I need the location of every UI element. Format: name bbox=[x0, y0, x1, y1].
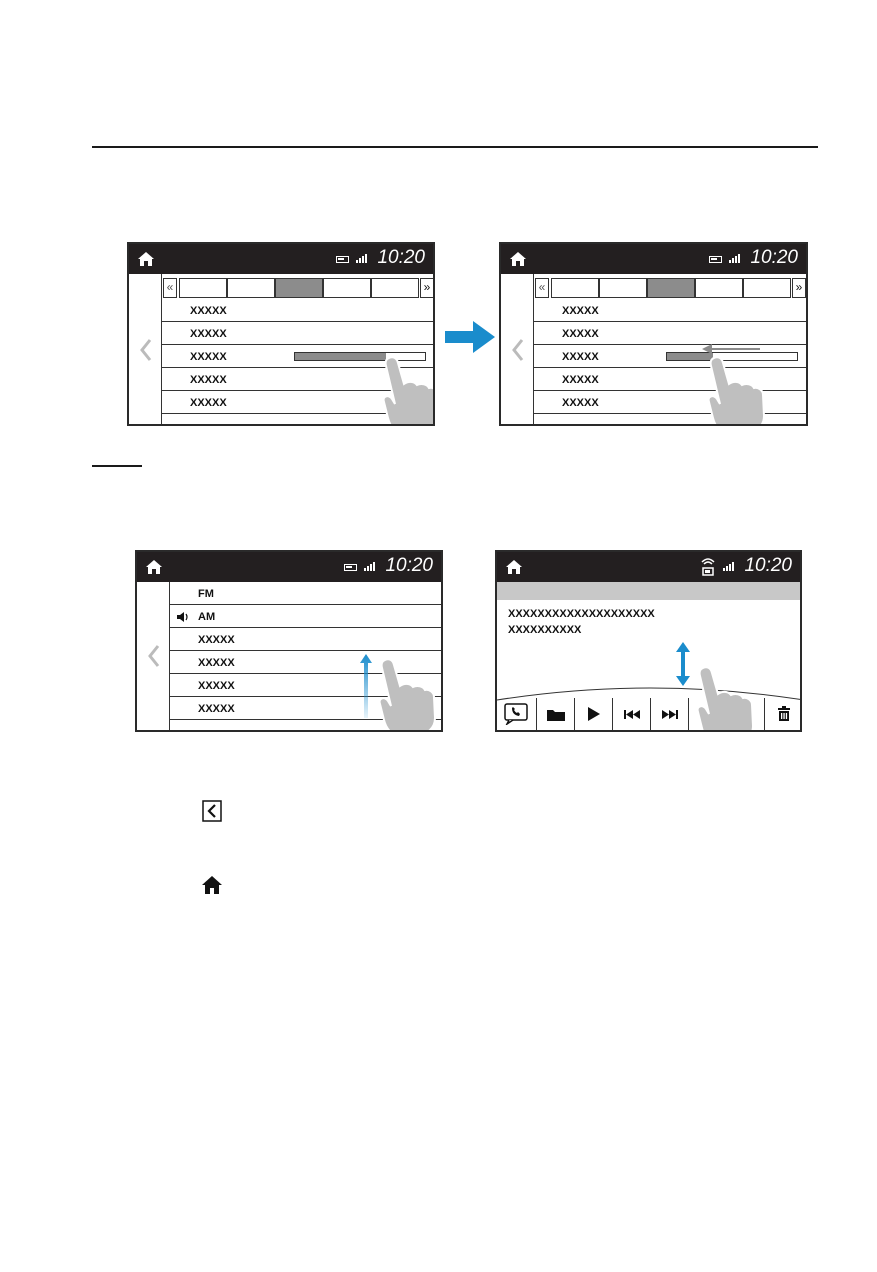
tab-4[interactable] bbox=[323, 278, 371, 298]
play-button[interactable] bbox=[575, 698, 613, 730]
play-icon bbox=[588, 707, 600, 721]
finger-icon bbox=[695, 664, 755, 732]
next-button[interactable] bbox=[651, 698, 689, 730]
list-item[interactable]: XXXXX bbox=[162, 323, 433, 345]
header-strip bbox=[497, 582, 800, 600]
tab-1[interactable] bbox=[179, 278, 227, 298]
back-chevron-icon[interactable] bbox=[147, 644, 161, 668]
message-line-1: XXXXXXXXXXXXXXXXXXXX bbox=[508, 608, 655, 620]
tab-5[interactable] bbox=[371, 278, 419, 298]
battery-icon bbox=[336, 256, 349, 263]
battery-icon bbox=[709, 256, 722, 263]
speaker-icon bbox=[176, 611, 190, 623]
screen-message-scroll bbox=[495, 550, 802, 732]
section-rule bbox=[92, 146, 818, 148]
list-item[interactable]: XXXXX bbox=[170, 675, 441, 697]
clock: 10:20 bbox=[744, 555, 792, 576]
battery-icon bbox=[344, 564, 357, 571]
status-bar bbox=[129, 244, 433, 274]
list-item[interactable]: XXXXX bbox=[162, 300, 433, 322]
list-item[interactable]: XXXXX bbox=[170, 629, 441, 651]
signal-icon bbox=[723, 562, 735, 571]
tab-5[interactable] bbox=[743, 278, 791, 298]
list-item[interactable]: XXXXX bbox=[162, 369, 433, 391]
back-chevron-icon[interactable] bbox=[511, 338, 525, 362]
folder-icon bbox=[547, 708, 565, 721]
list-item[interactable]: XXXXX bbox=[170, 698, 441, 720]
tab-2[interactable] bbox=[599, 278, 647, 298]
delete-button[interactable] bbox=[765, 698, 802, 730]
tab-2[interactable] bbox=[227, 278, 275, 298]
scroll-updown-arrow-icon bbox=[675, 642, 691, 686]
list-item[interactable]: XXXXX bbox=[170, 652, 441, 674]
status-bar bbox=[497, 552, 800, 582]
back-column[interactable] bbox=[129, 274, 162, 424]
tab-next-icon[interactable]: » bbox=[420, 278, 434, 298]
back-column[interactable] bbox=[501, 274, 534, 424]
screen-radio-list-scroll bbox=[135, 550, 443, 732]
previous-button[interactable] bbox=[613, 698, 651, 730]
clock: 10:20 bbox=[377, 247, 425, 268]
home-button-icon bbox=[201, 874, 223, 896]
scroll-up-arrow-icon bbox=[359, 654, 373, 718]
back-button-icon bbox=[202, 800, 222, 822]
tab-strip bbox=[535, 278, 806, 298]
next-track-icon bbox=[662, 710, 678, 719]
list-item[interactable]: XXXXX bbox=[534, 392, 806, 414]
finger-icon bbox=[381, 354, 435, 426]
tab-1[interactable] bbox=[551, 278, 599, 298]
tab-3[interactable] bbox=[275, 278, 323, 298]
tab-strip bbox=[163, 278, 433, 298]
tab-next-icon[interactable]: » bbox=[792, 278, 806, 298]
list-item[interactable]: XXXXX bbox=[534, 300, 806, 322]
list-item[interactable]: XXXXX bbox=[534, 369, 806, 391]
back-column[interactable] bbox=[137, 582, 170, 730]
list-item[interactable]: AM bbox=[170, 606, 441, 628]
wifi-icon bbox=[700, 556, 716, 578]
home-icon[interactable] bbox=[137, 250, 155, 268]
home-icon[interactable] bbox=[509, 250, 527, 268]
signal-icon bbox=[356, 254, 368, 263]
message-line-2: XXXXXXXXXX bbox=[508, 624, 582, 636]
clock: 10:20 bbox=[750, 247, 798, 268]
clock: 10:20 bbox=[385, 555, 433, 576]
prev-track-icon bbox=[624, 710, 640, 719]
message-phone-icon bbox=[504, 703, 530, 725]
screen-list-drag-after bbox=[499, 242, 808, 426]
tab-3[interactable] bbox=[647, 278, 695, 298]
sms-reply-button[interactable] bbox=[497, 698, 537, 730]
home-icon[interactable] bbox=[505, 558, 523, 576]
back-chevron-icon[interactable] bbox=[139, 338, 153, 362]
home-icon[interactable] bbox=[145, 558, 163, 576]
finger-icon bbox=[706, 354, 766, 426]
trash-icon bbox=[778, 706, 790, 721]
folder-button[interactable] bbox=[537, 698, 575, 730]
screen-list-drag-before bbox=[127, 242, 435, 426]
finger-icon bbox=[377, 656, 437, 732]
list-item[interactable]: FM bbox=[170, 583, 441, 605]
tab-prev-icon[interactable]: « bbox=[535, 278, 549, 298]
tab-4[interactable] bbox=[695, 278, 743, 298]
tab-prev-icon[interactable]: « bbox=[163, 278, 177, 298]
list-item[interactable]: XXXXX bbox=[162, 346, 433, 368]
list-item[interactable]: XXXXX bbox=[534, 323, 806, 345]
status-bar bbox=[137, 552, 441, 582]
list-item[interactable]: XXXXX bbox=[162, 392, 433, 414]
signal-icon bbox=[364, 562, 376, 571]
status-bar bbox=[501, 244, 806, 274]
signal-icon bbox=[729, 254, 741, 263]
right-arrow-icon bbox=[445, 320, 497, 354]
note-underline bbox=[92, 465, 142, 467]
list-item[interactable]: XXXXX bbox=[534, 346, 806, 368]
